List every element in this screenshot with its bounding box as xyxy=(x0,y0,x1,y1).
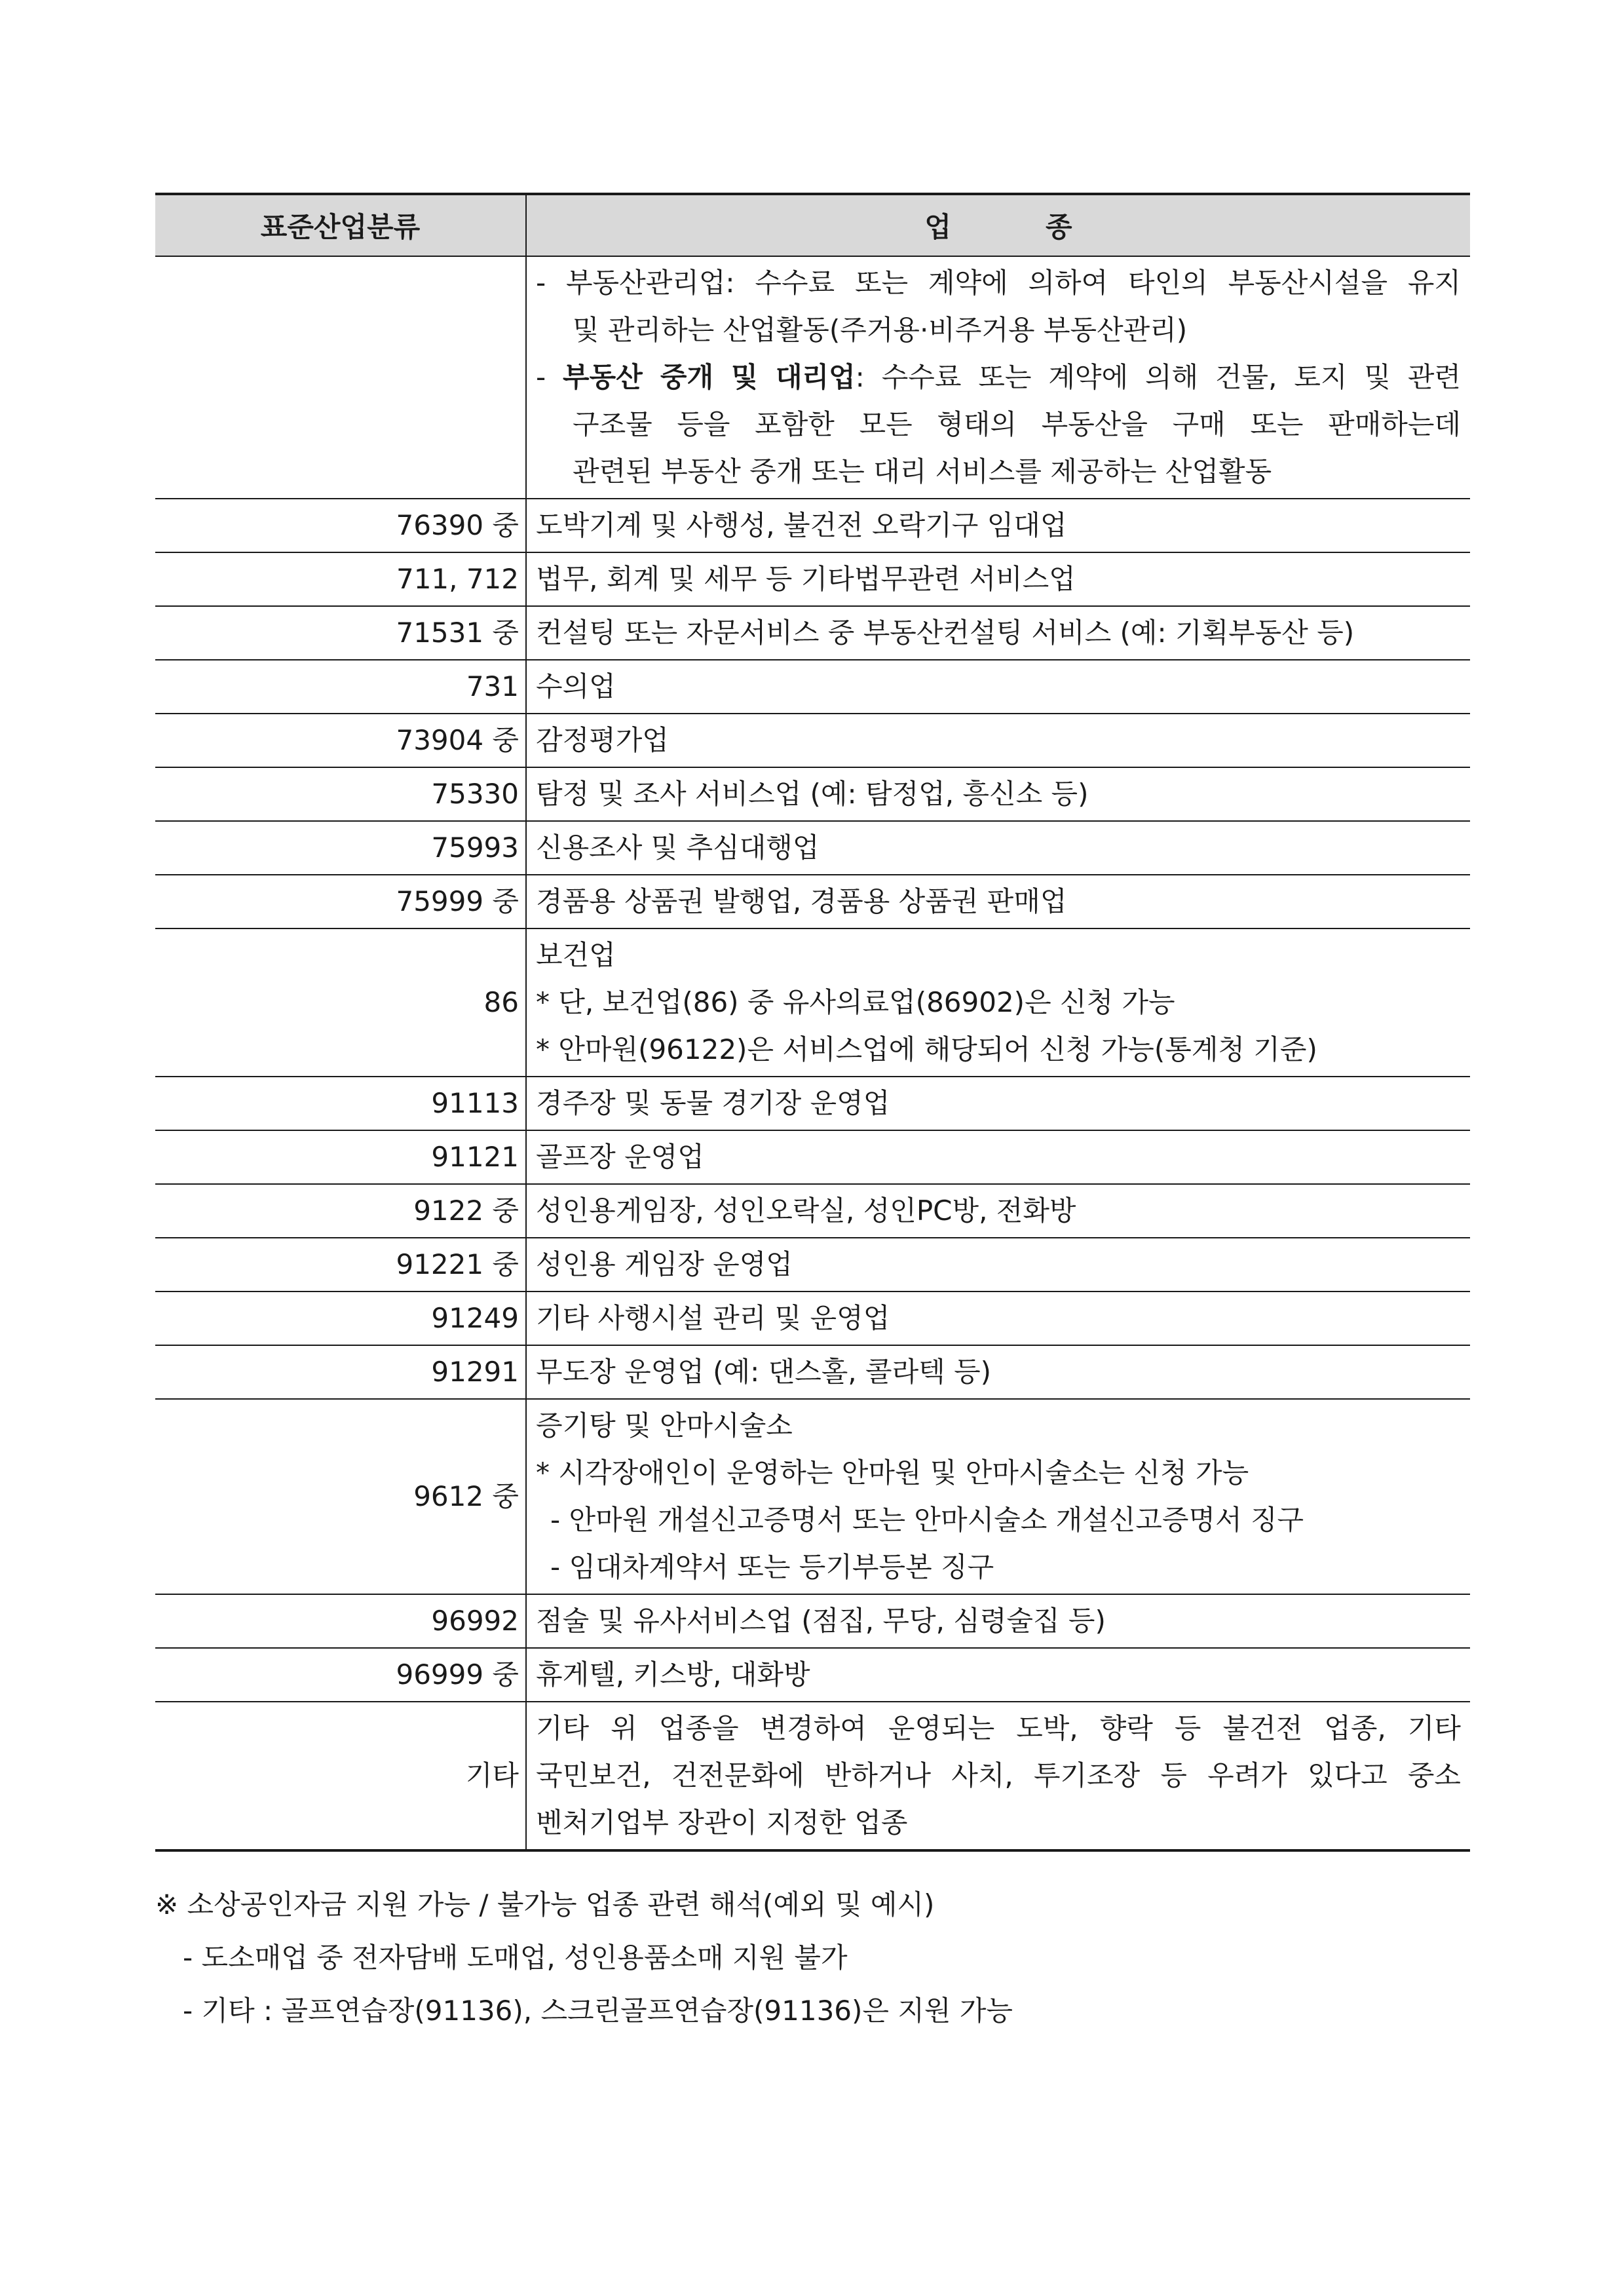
desc-cell: 골프장 운영업 xyxy=(526,1130,1470,1184)
table-row xyxy=(155,660,1470,714)
code-cell: 86 xyxy=(155,928,526,1077)
desc-cell: 무도장 운영업 (예: 댄스홀, 콜라텍 등) xyxy=(526,1345,1470,1399)
table-row xyxy=(155,606,1470,660)
desc-cell: 성인용 게임장 운영업 xyxy=(526,1238,1470,1292)
desc-cell: 수의업 xyxy=(526,660,1470,714)
code-cell: 75993 xyxy=(155,821,526,875)
table-row xyxy=(155,928,1470,1077)
desc-cell: - 부동산관리업: 수수료 또는 계약에 의하여 타인의 부동산시설을 유지 및 관리하는 산업활동(주거용·비주거용 부동산관리) - 부동산 중개 및 대리업: 수수료 또는 계약에 의해 건물, 토지 및 관련 구조물 등을 포함한 모든 형태의 부동산을 구매 또는 판매하는데 관련된 부동산 중개 또는 대리 서비스를 제공하는 산업활동 xyxy=(526,256,1470,499)
excluded-industries-table xyxy=(155,193,1470,1852)
desc-cell: 법무, 회계 및 세무 등 기타법무관련 서비스업 xyxy=(526,552,1470,606)
table-row xyxy=(155,1399,1470,1594)
desc-cell: 탐정 및 조사 서비스업 (예: 탐정업, 흥신소 등) xyxy=(526,767,1470,821)
code-cell: 91121 xyxy=(155,1130,526,1184)
desc-cell: 점술 및 유사서비스업 (점집, 무당, 심령술집 등) xyxy=(526,1594,1470,1648)
table-row xyxy=(155,767,1470,821)
header-business-type: 업 종 xyxy=(526,194,1470,256)
table-row xyxy=(155,499,1470,552)
code-cell: 91249 xyxy=(155,1292,526,1345)
desc-cell: 감정평가업 xyxy=(526,714,1470,767)
desc-cell: 기타 사행시설 관리 및 운영업 xyxy=(526,1292,1470,1345)
table-row xyxy=(155,1702,1470,1850)
table-row xyxy=(155,714,1470,767)
table-row xyxy=(155,256,1470,499)
table-row xyxy=(155,1238,1470,1292)
table-row xyxy=(155,552,1470,606)
code-cell: 기타 xyxy=(155,1702,526,1850)
code-cell: 96992 xyxy=(155,1594,526,1648)
table-row xyxy=(155,821,1470,875)
note-item: - 기타 : 골프연습장(91136), 스크린골프연습장(91136)은 지원 가능 xyxy=(183,1995,1013,2027)
code-cell: 75999 중 xyxy=(155,875,526,928)
code-cell: 75330 xyxy=(155,767,526,821)
table-header-row xyxy=(155,194,1470,256)
header-standard-industry-code: 표준산업분류 xyxy=(155,194,526,256)
table-row xyxy=(155,1130,1470,1184)
desc-cell: 경품용 상품권 발행업, 경품용 상품권 판매업 xyxy=(526,875,1470,928)
code-cell: 91291 xyxy=(155,1345,526,1399)
note-item: - 도소매업 중 전자담배 도매업, 성인용품소매 지원 불가 xyxy=(183,1942,848,1974)
desc-cell: 성인용게임장, 성인오락실, 성인PC방, 전화방 xyxy=(526,1184,1470,1238)
code-cell: 711, 712 xyxy=(155,552,526,606)
code-cell: 9612 중 xyxy=(155,1399,526,1594)
table-row xyxy=(155,1184,1470,1238)
table-row xyxy=(155,1648,1470,1702)
desc-cell: 증기탕 및 안마시술소 * 시각장애인이 운영하는 안마원 및 안마시술소는 신청 가능 - 안마원 개설신고증명서 또는 안마시술소 개설신고증명서 징구 - 임대차계약서 또는 등기부등본 징구 xyxy=(526,1399,1470,1594)
code-cell: 91113 xyxy=(155,1077,526,1130)
notes-title: ※ 소상공인자금 지원 가능 / 불가능 업종 관련 해석(예외 및 예시) xyxy=(155,1888,935,1921)
code-cell: 73904 중 xyxy=(155,714,526,767)
code-cell: 91221 중 xyxy=(155,1238,526,1292)
table-row xyxy=(155,1292,1470,1345)
table-row xyxy=(155,1594,1470,1648)
desc-cell: 기타 위 업종을 변경하여 운영되는 도박, 향락 등 불건전 업종, 기타 국민보건, 건전문화에 반하거나 사치, 투기조장 등 우려가 있다고 중소 벤처기업부 장관이 지정한 업종 xyxy=(526,1702,1470,1850)
code-cell: 9122 중 xyxy=(155,1184,526,1238)
desc-cell: 경주장 및 동물 경기장 운영업 xyxy=(526,1077,1470,1130)
desc-cell: 보건업 * 단, 보건업(86) 중 유사의료업(86902)은 신청 가능 * 안마원(96122)은 서비스업에 해당되어 신청 가능(통계청 기준) xyxy=(526,928,1470,1077)
code-cell: 76390 중 xyxy=(155,499,526,552)
code-cell: 96999 중 xyxy=(155,1648,526,1702)
table-row xyxy=(155,1077,1470,1130)
code-cell: 71531 중 xyxy=(155,606,526,660)
desc-cell: 휴게텔, 키스방, 대화방 xyxy=(526,1648,1470,1702)
code-cell: 731 xyxy=(155,660,526,714)
desc-cell: 신용조사 및 추심대행업 xyxy=(526,821,1470,875)
notes-section xyxy=(155,1878,1470,2037)
table-row xyxy=(155,1345,1470,1399)
desc-cell: 도박기계 및 사행성, 불건전 오락기구 임대업 xyxy=(526,499,1470,552)
code-cell xyxy=(155,256,526,499)
table-row xyxy=(155,875,1470,928)
desc-cell: 컨설팅 또는 자문서비스 중 부동산컨설팅 서비스 (예: 기획부동산 등) xyxy=(526,606,1470,660)
